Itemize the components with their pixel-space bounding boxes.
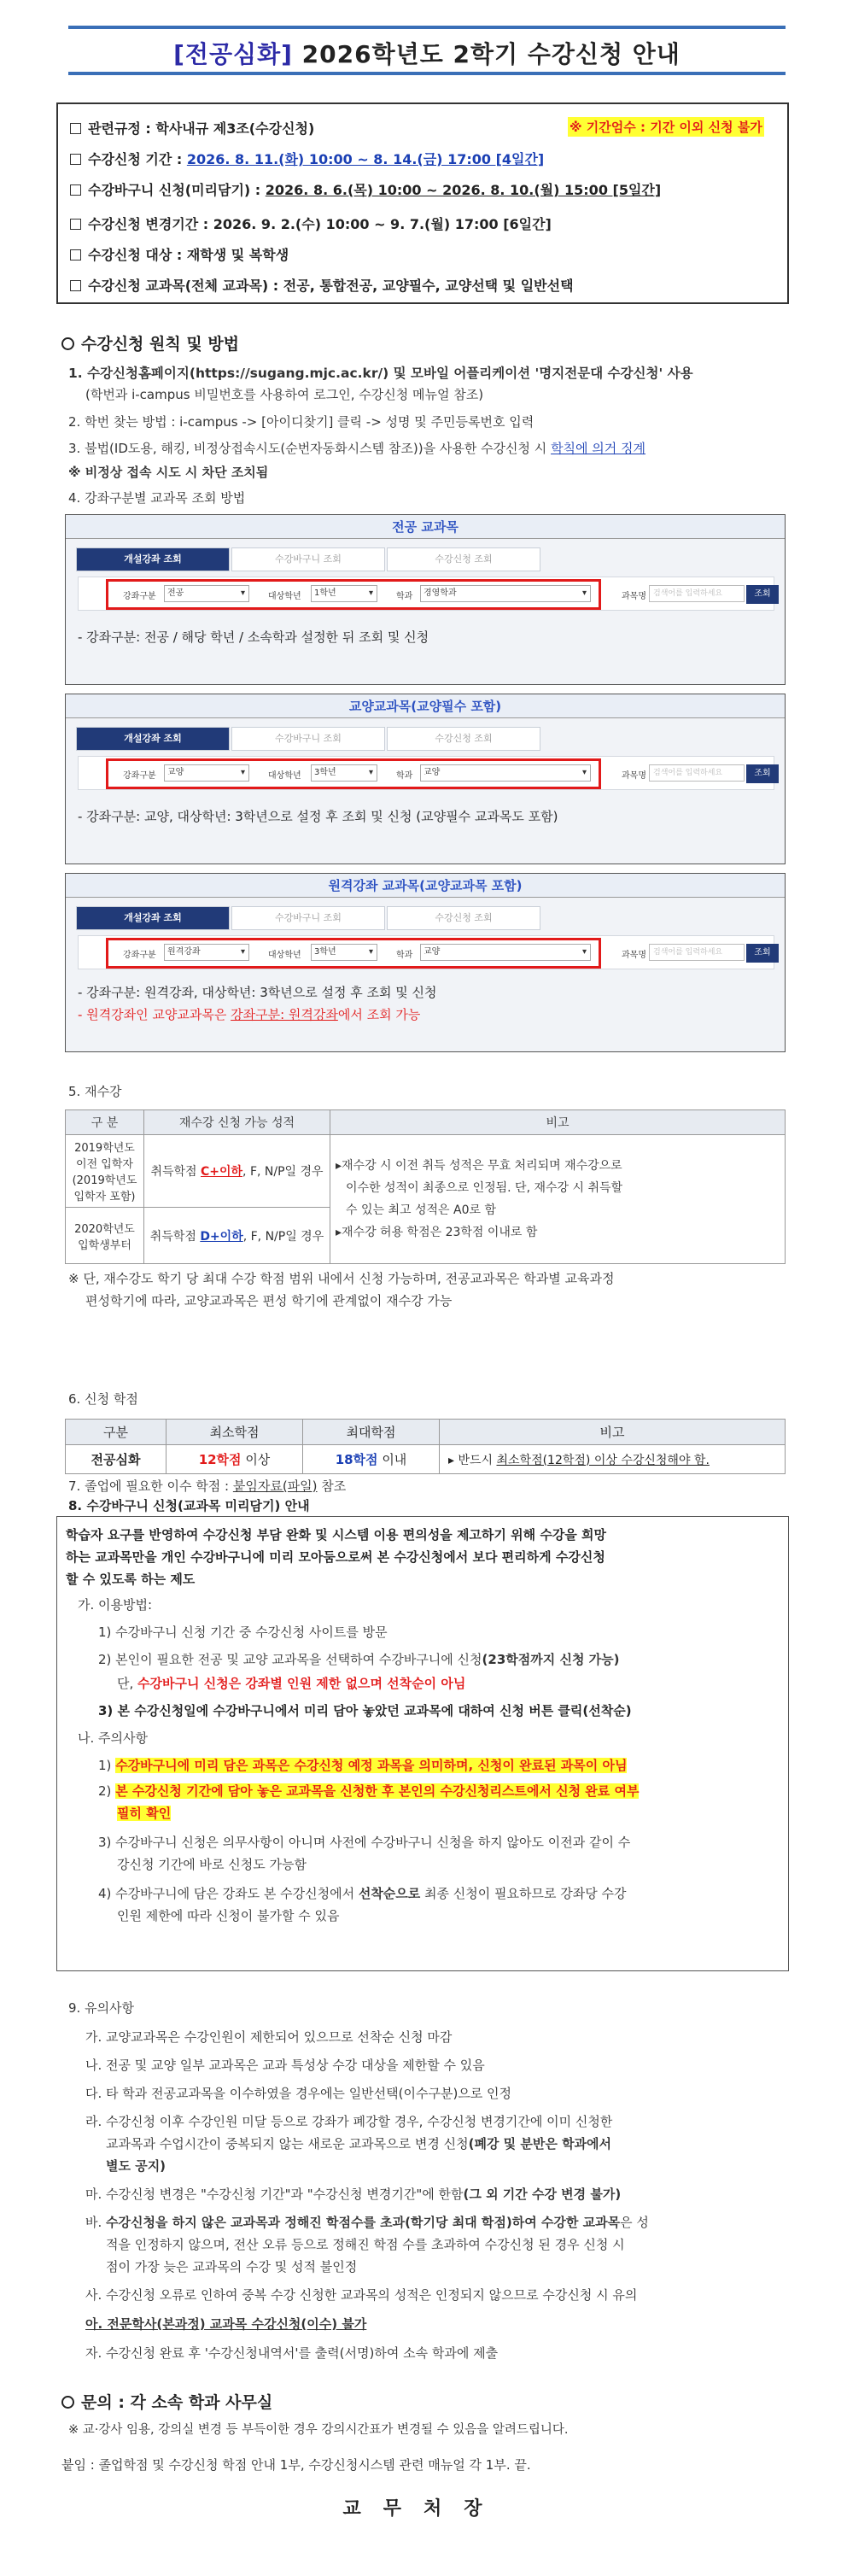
note-item: 아. 전문학사(본과정) 교과목 수강신청(이수) 불가	[85, 2316, 367, 2332]
note-item: 가. 교양교과목은 수강인원이 제한되어 있으므로 선착순 신청 마감	[85, 2029, 453, 2045]
table-cell: 2020학년도 입학생부터	[66, 1208, 144, 1264]
grade-select[interactable]: 3학년 ▾	[311, 764, 377, 782]
dept-select[interactable]: 경영학과 ▾	[420, 585, 591, 602]
table-cell: 취득학점 D+이하, F, N/P일 경우	[144, 1208, 330, 1264]
contact-note: ※ 교·강사 임용, 강의실 변경 등 부득이한 경우 강의시간표가 변경될 수 있음을 알려드립니다.	[68, 2423, 569, 2437]
note-item: 라. 수강신청 이후 수강인원 미달 등으로 강좌가 폐강할 경우, 수강신청 변경기간에 이미 신청한	[85, 2114, 613, 2129]
tab-registered[interactable]: 수강신청 조회	[387, 547, 540, 571]
retake-footnote-1: ※ 단, 재수강도 학기 당 최대 수강 학점 범위 내에서 신청 가능하며, 전공교과목은 학과별 교육과정	[68, 1271, 615, 1286]
section-heading-contact: 문의 : 각 소속 학과 사무실	[61, 2390, 272, 2413]
tab-registered[interactable]: 수강신청 조회	[387, 727, 540, 751]
principle-3-note: ※ 비정상 접속 시도 시 차단 조치됨	[68, 465, 269, 480]
panel-title: 원격강좌 교과목(교양교과목 포함)	[66, 874, 785, 898]
info-period: 수강신청 기간 : 2026. 8. 11.(화) 10:00 ~ 8. 14.(금) 17:00 [4일간]	[70, 149, 544, 168]
note-item: 바. 수강신청을 하지 않은 교과목과 정해진 학점수를 초과(학기당 최대 학점)하여 수강한 교과목은 성	[85, 2215, 649, 2230]
info-subjects: 수강신청 교과목(전체 교과목) : 전공, 통합전공, 교양필수, 교양선택 및 일반선택	[70, 275, 574, 295]
panel-major	[65, 514, 786, 685]
square-bullet-icon	[70, 219, 81, 230]
grade-select[interactable]: 1학년 ▾	[311, 585, 377, 602]
table-cell: 2019학년도 이전 입학자 (2019학년도 입학자 포함)	[66, 1135, 144, 1208]
kind-select[interactable]: 전공 ▾	[164, 585, 249, 602]
principle-4: 4. 강좌구분별 교과목 조회 방법	[68, 490, 246, 506]
info-basket: 수강바구니 신청(미리담기) : 2026. 8. 6.(목) 10:00 ~ 2026. 8. 10.(월) 15:00 [5일간]	[70, 179, 661, 199]
note-item: 적을 인정하지 않으며, 전산 오류 등으로 정해진 학점 수를 초과하여 수강신청 된 경우 신청 시	[106, 2237, 625, 2252]
tab-basket[interactable]: 수강바구니 조회	[231, 547, 385, 571]
search-filter: 강좌구분 원격강좌 ▾ 대상학년 3학년 ▾ 학과 교양 ▾ 과목명 검색어를 입력하세요 조회	[78, 935, 774, 969]
dept-select[interactable]: 교양 ▾	[420, 944, 591, 961]
grad-credits: 7. 졸업에 필요한 이수 학점 : 붙임자료(파일) 참조	[68, 1478, 347, 1494]
principle-3: 3. 불법(ID도용, 해킹, 비정상접속시도(순번자동화시스템 참조))을 사용한 수강신청 시 학칙에 의거 징계	[68, 441, 646, 456]
tab-basket[interactable]: 수강바구니 조회	[231, 906, 385, 930]
subject-input[interactable]: 검색어를 입력하세요	[649, 764, 745, 782]
dept-select[interactable]: 교양 ▾	[420, 764, 591, 782]
square-bullet-icon	[70, 154, 81, 165]
grade-select[interactable]: 3학년 ▾	[311, 944, 377, 961]
retake-table: 구 분 재수강 신청 가능 성적 비고 2019학년도 이전 입학자 (2019학년도 입학자 포함) 취득학점 C+이하, F, N/P일 경우 ▸재수강 시 이전 취득 성적은 무효 처리되며 재수강으로 이수한 성적이 최종으로 인정됨. 단, 재수강 시 취득할 수 있는 최고 성적은 A0로 함 ▸재수강 허용 학점은 23학점 이내로 함 2020학년도 입학생부터 취득학점 D+이하, F, N/P일 경우	[65, 1109, 786, 1264]
subject-input[interactable]: 검색어를 입력하세요	[649, 585, 745, 602]
panel-remote	[65, 873, 786, 1052]
tab-open-courses[interactable]: 개설강좌 조회	[76, 547, 230, 571]
note-item: 별도 공지)	[106, 2158, 166, 2174]
title-banner	[68, 26, 786, 75]
kind-select[interactable]: 원격강좌 ▾	[164, 944, 249, 961]
search-button[interactable]: 조회	[746, 764, 779, 783]
panel-note-remote: - 원격강좌인 교양교과목은 강좌구분: 원격강좌에서 조회 가능	[78, 1007, 421, 1022]
basket-heading: 8. 수강바구니 신청(교과목 미리담기) 안내	[68, 1498, 310, 1513]
signature: 교무처장	[342, 2498, 505, 2520]
tab-bar	[76, 727, 493, 751]
info-change: 수강신청 변경기간 : 2026. 9. 2.(수) 10:00 ~ 9. 7.(월) 17:00 [6일간]	[70, 214, 552, 233]
principle-2: 2. 학번 찾는 방법 : i-campus -> [아이디찾기] 클릭 -> 성명 및 주민등록번호 입력	[68, 414, 534, 430]
retake-footnote-2: 편성학기에 따라, 교양교과목은 편성 학기에 관계없이 재수강 가능	[85, 1293, 453, 1308]
square-bullet-icon	[70, 184, 81, 196]
principle-1: 1. 수강신청홈페이지(https://sugang.mjc.ac.kr/) 및 모바일 어플리케이션 '명지전문대 수강신청' 사용	[68, 366, 693, 381]
section-heading-principles: 수강신청 원칙 및 방법	[61, 331, 239, 354]
square-bullet-icon	[70, 249, 81, 261]
tab-basket[interactable]: 수강바구니 조회	[231, 727, 385, 751]
notes-heading: 9. 유의사항	[68, 2000, 135, 2016]
page-title: [전공심화] 2026학년도 2학기 수강신청 안내	[173, 40, 681, 68]
panel-note: - 강좌구분: 교양, 대상학년: 3학년으로 설정 후 조회 및 신청 (교양필수 교과목도 포함)	[78, 809, 558, 824]
square-bullet-icon	[70, 123, 81, 134]
panel-title: 교양교과목(교양필수 포함)	[66, 694, 785, 718]
search-filter: 강좌구분 전공 ▾ 대상학년 1학년 ▾ 학과 경영학과 ▾ 과목명 검색어를 입력하세요 조회	[78, 577, 774, 611]
basket-box: 학습자 요구를 반영하여 수강신청 부담 완화 및 시스템 이용 편의성을 제고하기 위해 수강을 희망 하는 교과목만을 개인 수강바구니에 미리 모아둠으로써 본 수강신청에서 보다 편리하게 수강신청 할 수 있도록 하는 제도 가. 이용방법: 1) 수강바구니 신청 기간 중 수강신청 사이트를 방문 2) 본인이 필요한 전공 및 교양 교과목을 선택하여 수강바구니에 신청(23학점까지 신청 가능) 단, 수강바구니 신청은 강좌별 인원 제한 없으며 선착순이 아님 3) 본 수강신청일에 수강바구니에서 미리 담아 놓았던 교과목에 대하여 신청 버튼 클릭(선착순) 나. 주의사항 1) 수강바구니에 미리 담은 과목은 수강신청 예정 과목을 의미하며, 신청이 완료된 과목이 아님 2) 본 수강신청 기간에 담아 놓은 교과목을 신청한 후 본인의 수강신청리스트에서 신청 완료 여부 필히 확인 3) 수강바구니 신청은 의무사항이 아니며 사전에 수강바구니 신청을 하지 않아도 이전과 같이 수 강신청 기간에 바로 신청도 가능함 4) 수강바구니에 담은 강좌도 본 수강신청에서 선착순으로 최종 신청이 필요하므로 강좌당 수강 인원 제한에 따라 신청이 불가할 수 있음	[56, 1516, 789, 1971]
note-item: 점이 가장 늦은 교과목의 수강 및 성적 불인정	[106, 2259, 358, 2274]
note-item: 교과목과 수업시간이 중복되지 않는 새로운 교과목으로 변경 신청(폐강 및 분반은 학과에서	[106, 2136, 612, 2152]
search-button[interactable]: 조회	[746, 944, 779, 963]
panel-liberal	[65, 694, 786, 864]
retake-heading: 5. 재수강	[68, 1084, 122, 1099]
attachments: 붙임 : 졸업학점 및 수강신청 학점 안내 1부, 수강신청시스템 관련 매뉴얼 각 1부. 끝.	[61, 2457, 531, 2473]
credits-table: 구분 최소학점 최대학점 비고 전공심화 12학점 이상 18학점 이내 ▸ 반드시 최소학점(12학점) 이상 수강신청해야 함.	[65, 1419, 786, 1474]
search-filter: 강좌구분 교양 ▾ 대상학년 3학년 ▾ 학과 교양 ▾ 과목명 검색어를 입력하세요 조회	[78, 756, 774, 790]
search-button[interactable]: 조회	[746, 585, 779, 604]
panel-note: - 강좌구분: 원격강좌, 대상학년: 3학년으로 설정 후 조회 및 신청	[78, 985, 437, 1000]
square-bullet-icon	[70, 280, 81, 291]
note-item: 자. 수강신청 완료 후 '수강신청내역서'를 출력(서명)하여 소속 학과에 제출	[85, 2345, 499, 2361]
tab-registered[interactable]: 수강신청 조회	[387, 906, 540, 930]
principle-1-note: (학번과 i-campus 비밀번호를 사용하여 로그인, 수강신청 메뉴얼 참조)	[85, 387, 484, 402]
tab-bar	[76, 906, 493, 930]
info-rule: 관련규정 : 학사내규 제3조(수강신청)	[70, 118, 314, 138]
tab-open-courses[interactable]: 개설강좌 조회	[76, 727, 230, 751]
panel-note: - 강좌구분: 전공 / 해당 학년 / 소속학과 설정한 뒤 조회 및 신청	[78, 629, 429, 645]
credits-heading: 6. 신청 학점	[68, 1391, 138, 1407]
info-target: 수강신청 대상 : 재학생 및 복학생	[70, 244, 289, 264]
subject-input[interactable]: 검색어를 입력하세요	[649, 944, 745, 961]
note-item: 나. 전공 및 교양 일부 교과목은 교과 특성상 수강 대상을 제한할 수 있음	[85, 2058, 485, 2073]
tab-open-courses[interactable]: 개설강좌 조회	[76, 906, 230, 930]
kind-select[interactable]: 교양 ▾	[164, 764, 249, 782]
circle-bullet-icon	[61, 2396, 74, 2409]
deadline-warning: ※ 기간엄수 : 기간 이외 신청 불가	[568, 117, 764, 137]
retake-note: ▸재수강 시 이전 취득 성적은 무효 처리되며 재수강으로 이수한 성적이 최종으로 인정됨. 단, 재수강 시 취득할 수 있는 최고 성적은 A0로 함 ▸재수강 허용 학점은 23학점 이내로 함	[330, 1135, 786, 1264]
note-item: 다. 타 학과 전공교과목을 이수하였을 경우에는 일반선택(이수구분)으로 인정	[85, 2086, 512, 2101]
note-item: 사. 수강신청 오류로 인하여 중복 수강 신청한 교과목의 성적은 인정되지 않으므로 수강신청 시 유의	[85, 2287, 638, 2303]
note-item: 마. 수강신청 변경은 "수강신청 기간"과 "수강신청 변경기간"에 한함(그 외 기간 수강 변경 불가)	[85, 2187, 622, 2202]
table-cell: 취득학점 C+이하, F, N/P일 경우	[144, 1135, 330, 1208]
summary-box	[56, 102, 789, 304]
circle-bullet-icon	[61, 337, 74, 350]
panel-title: 전공 교과목	[66, 515, 785, 539]
tab-bar	[76, 547, 493, 571]
